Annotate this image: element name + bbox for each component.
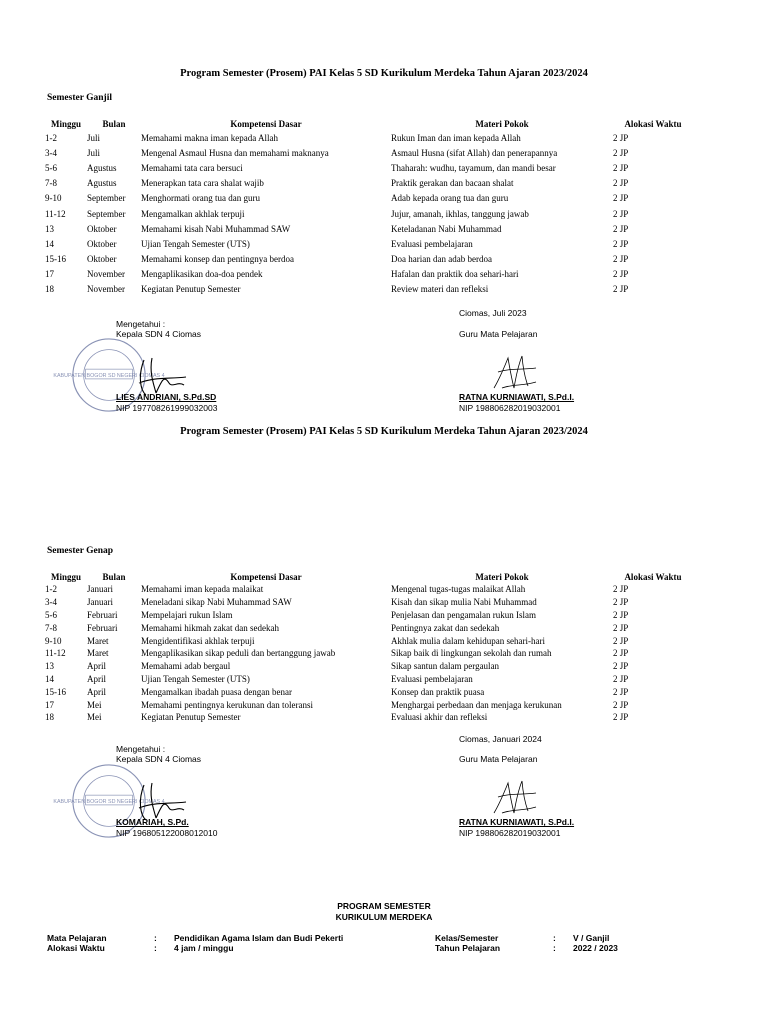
table-row — [45, 130, 693, 145]
cell-bulan: Maret — [87, 635, 109, 646]
cell-bulan: Juli — [87, 147, 101, 158]
cell-bulan: April — [87, 661, 106, 672]
teacher-nip: NIP 198806282019032001 — [459, 828, 561, 838]
tahun-value: 2022 / 2023 — [573, 943, 618, 953]
cell-minggu: 17 — [45, 269, 54, 280]
table-row — [45, 660, 693, 673]
cell-minggu: 17 — [45, 699, 54, 710]
cell-minggu: 5-6 — [45, 162, 57, 173]
cell-minggu: 11-12 — [45, 648, 66, 659]
head-nip: NIP 196805122008012010 — [116, 828, 218, 838]
cell-bulan: April — [87, 686, 106, 697]
cell-kompetensi-dasar: Menghormati orang tua dan guru — [141, 193, 260, 204]
cell-bulan: Mei — [87, 699, 102, 710]
cell-materi-pokok: Evaluasi pembelajaran — [391, 673, 473, 684]
table-row — [45, 596, 693, 609]
cell-alokasi-waktu: 2 JP — [613, 254, 629, 265]
table-row — [45, 621, 693, 634]
footer-title-1: PROGRAM SEMESTER — [337, 901, 431, 911]
header-minggu: Minggu — [50, 118, 81, 129]
cell-bulan: Oktober — [87, 238, 117, 249]
table-row — [45, 647, 693, 660]
cell-alokasi-waktu: 2 JP — [613, 609, 629, 620]
cell-minggu: 7-8 — [45, 178, 57, 189]
colon: : — [154, 943, 157, 953]
cell-alokasi-waktu: 2 JP — [613, 132, 629, 143]
header-kompetensi-dasar: Kompetensi Dasar — [230, 118, 302, 129]
cell-minggu: 13 — [45, 223, 54, 234]
cell-minggu: 13 — [45, 661, 54, 672]
cell-materi-pokok: Sikap santun dalam pergaulan — [391, 661, 500, 672]
cell-bulan: Februari — [87, 609, 118, 620]
alokasi-label: Alokasi Waktu — [47, 943, 105, 953]
cell-kompetensi-dasar: Mengidentifikasi akhlak terpuji — [141, 635, 255, 646]
table-row — [45, 685, 693, 698]
cell-materi-pokok: Keteladanan Nabi Muhammad — [391, 223, 502, 234]
cell-alokasi-waktu: 2 JP — [613, 178, 629, 189]
cell-minggu: 15-16 — [45, 254, 66, 265]
teacher-title: Guru Mata Pelajaran — [459, 329, 538, 339]
cell-alokasi-waktu: 2 JP — [613, 635, 629, 646]
colon: : — [553, 943, 556, 953]
cell-minggu: 9-10 — [45, 193, 62, 204]
colon: : — [154, 933, 157, 943]
stamp-text: KABUPATEN BOGOR SD NEGERI CIOMAS 4 — [53, 798, 165, 805]
cell-minggu: 15-16 — [45, 686, 66, 697]
cell-alokasi-waktu: 2 JP — [613, 284, 629, 295]
cell-alokasi-waktu: 2 JP — [613, 699, 629, 710]
cell-alokasi-waktu: 2 JP — [613, 147, 629, 158]
table-row — [45, 236, 693, 251]
table-row — [45, 609, 693, 622]
cell-kompetensi-dasar: Memahami makna iman kepada Allah — [141, 132, 278, 143]
teacher-signature — [490, 775, 540, 817]
table-row — [45, 583, 693, 596]
cell-bulan: September — [87, 193, 126, 204]
cell-materi-pokok: Konsep dan praktik puasa — [391, 686, 485, 697]
mapel-value: Pendidikan Agama Islam dan Budi Pekerti — [174, 933, 344, 943]
cell-bulan: Oktober — [87, 223, 117, 234]
table-row — [45, 282, 693, 297]
cell-bulan: Mei — [87, 712, 102, 723]
cell-minggu: 11-12 — [45, 208, 66, 219]
head-name: LIES ANDRIANI, S.Pd.SD — [116, 392, 217, 402]
cell-materi-pokok: Review materi dan refleksi — [391, 284, 489, 295]
cell-materi-pokok: Hafalan dan praktik doa sehari-hari — [391, 269, 519, 280]
cell-minggu: 9-10 — [45, 635, 62, 646]
mengetahui-label: Mengetahui : — [116, 319, 166, 329]
cell-minggu: 5-6 — [45, 609, 57, 620]
table-row — [45, 176, 693, 191]
table-header-row — [45, 117, 693, 130]
head-name: KOMARIAH, S.Pd. — [116, 817, 189, 827]
cell-minggu: 18 — [45, 712, 54, 723]
cell-kompetensi-dasar: Mempelajari rukun Islam — [141, 609, 233, 620]
header-alokasi-waktu: Alokasi Waktu — [624, 118, 682, 129]
cell-alokasi-waktu: 2 JP — [613, 269, 629, 280]
table-row — [45, 267, 693, 282]
cell-alokasi-waktu: 2 JP — [613, 661, 629, 672]
cell-bulan: Agustus — [87, 178, 117, 189]
cell-bulan: Januari — [87, 584, 113, 595]
cell-materi-pokok: Evaluasi akhir dan refleksi — [391, 712, 488, 723]
page-title-2: Program Semester (Prosem) PAI Kelas 5 SD Kurikulum Merdeka Tahun Ajaran 2023/2024 — [180, 426, 588, 437]
table-row — [45, 191, 693, 206]
schedule-table-genap — [45, 570, 693, 724]
cell-minggu: 1-2 — [45, 132, 57, 143]
table-row — [45, 221, 693, 236]
cell-materi-pokok: Asmaul Husna (sifat Allah) dan penerapannya — [391, 147, 558, 158]
cell-bulan: September — [87, 208, 126, 219]
kelas-value: V / Ganjil — [573, 933, 610, 943]
cell-kompetensi-dasar: Kegiatan Penutup Semester — [141, 712, 241, 723]
cell-kompetensi-dasar: Kegiatan Penutup Semester — [141, 284, 241, 295]
cell-kompetensi-dasar: Mengamalkan ibadah puasa dengan benar — [141, 686, 292, 697]
cell-kompetensi-dasar: Memahami hikmah zakat dan sedekah — [141, 622, 279, 633]
cell-minggu: 14 — [45, 673, 54, 684]
cell-materi-pokok: Kisah dan sikap mulia Nabi Muhammad — [391, 597, 537, 608]
cell-alokasi-waktu: 2 JP — [613, 622, 629, 633]
footer-title-2: KURIKULUM MERDEKA — [335, 912, 433, 922]
cell-kompetensi-dasar: Ujian Tengah Semester (UTS) — [141, 673, 250, 684]
table-row — [45, 673, 693, 686]
cell-kompetensi-dasar: Mengaplikasikan sikap peduli dan bertanggung jawab — [141, 648, 336, 659]
header-bulan: Bulan — [102, 118, 126, 129]
cell-materi-pokok: Menghargai perbedaan dan menjaga kerukunan — [391, 699, 562, 710]
table-row — [45, 711, 693, 724]
header-kompetensi-dasar: Kompetensi Dasar — [230, 571, 302, 582]
cell-kompetensi-dasar: Memahami iman kepada malaikat — [141, 584, 264, 595]
alokasi-value: 4 jam / minggu — [174, 943, 234, 953]
table-row — [45, 252, 693, 267]
teacher-name: RATNA KURNIAWATI, S.Pd.I. — [459, 817, 575, 827]
teacher-nip: NIP 198806282019032001 — [459, 403, 561, 413]
table-row — [45, 145, 693, 160]
table-row — [45, 160, 693, 175]
table-row — [45, 698, 693, 711]
cell-materi-pokok: Adab kepada orang tua dan guru — [391, 193, 509, 204]
table-row — [45, 206, 693, 221]
teacher-name: RATNA KURNIAWATI, S.Pd.I. — [459, 392, 575, 402]
page-title: Program Semester (Prosem) PAI Kelas 5 SD Kurikulum Merdeka Tahun Ajaran 2023/2024 — [180, 68, 588, 79]
cell-kompetensi-dasar: Mengamalkan akhlak terpuji — [141, 208, 245, 219]
place-date: Ciomas, Juli 2023 — [459, 308, 527, 318]
cell-materi-pokok: Pentingnya zakat dan sedekah — [391, 622, 500, 633]
cell-alokasi-waktu: 2 JP — [613, 238, 629, 249]
cell-bulan: Februari — [87, 622, 118, 633]
header-bulan: Bulan — [102, 571, 126, 582]
cell-materi-pokok: Praktik gerakan dan bacaan shalat — [391, 178, 514, 189]
cell-materi-pokok: Mengenal tugas-tugas malaikat Allah — [391, 584, 526, 595]
teacher-signature — [490, 350, 540, 392]
cell-minggu: 1-2 — [45, 584, 57, 595]
cell-kompetensi-dasar: Memahami kisah Nabi Muhammad SAW — [141, 223, 291, 234]
cell-kompetensi-dasar: Mengenal Asmaul Husna dan memahami maknanya — [141, 147, 329, 158]
head-nip: NIP 197708261999032003 — [116, 403, 218, 413]
cell-minggu: 7-8 — [45, 622, 57, 633]
header-materi-pokok: Materi Pokok — [475, 571, 529, 582]
cell-materi-pokok: Rukun Iman dan iman kepada Allah — [391, 132, 521, 143]
place-date: Ciomas, Januari 2024 — [459, 734, 542, 744]
cell-bulan: Januari — [87, 597, 113, 608]
cell-alokasi-waktu: 2 JP — [613, 597, 629, 608]
cell-alokasi-waktu: 2 JP — [613, 162, 629, 173]
cell-minggu: 3-4 — [45, 597, 57, 608]
header-minggu: Minggu — [50, 571, 81, 582]
cell-kompetensi-dasar: Mengaplikasikan doa-doa pendek — [141, 269, 263, 280]
cell-kompetensi-dasar: Meneladani sikap Nabi Muhammad SAW — [141, 597, 292, 608]
cell-bulan: November — [87, 269, 125, 280]
head-title: Kepala SDN 4 Ciomas — [116, 754, 202, 764]
cell-kompetensi-dasar: Memahami adab bergaul — [141, 661, 231, 672]
cell-alokasi-waktu: 2 JP — [613, 223, 629, 234]
cell-minggu: 3-4 — [45, 147, 57, 158]
cell-materi-pokok: Sikap baik di lingkungan sekolah dan rumah — [391, 648, 552, 659]
cell-alokasi-waktu: 2 JP — [613, 712, 629, 723]
cell-kompetensi-dasar: Memahami pentingnya kerukunan dan toleransi — [141, 699, 313, 710]
colon: : — [553, 933, 556, 943]
cell-alokasi-waktu: 2 JP — [613, 208, 629, 219]
cell-materi-pokok: Penjelasan dan pengamalan rukun Islam — [391, 609, 536, 620]
cell-minggu: 18 — [45, 284, 54, 295]
table-row — [45, 634, 693, 647]
cell-bulan: Juli — [87, 132, 101, 143]
semester-genap-label: Semester Genap — [47, 546, 114, 556]
cell-alokasi-waktu: 2 JP — [613, 648, 629, 659]
kelas-label: Kelas/Semester — [435, 933, 499, 943]
cell-kompetensi-dasar: Menerapkan tata cara shalat wajib — [141, 178, 264, 189]
teacher-title: Guru Mata Pelajaran — [459, 754, 538, 764]
header-alokasi-waktu: Alokasi Waktu — [624, 571, 682, 582]
cell-kompetensi-dasar: Memahami konsep dan pentingnya berdoa — [141, 254, 294, 265]
cell-bulan: Agustus — [87, 162, 117, 173]
head-title: Kepala SDN 4 Ciomas — [116, 329, 202, 339]
cell-materi-pokok: Doa harian dan adab berdoa — [391, 254, 492, 265]
mapel-label: Mata Pelajaran — [47, 933, 107, 943]
mengetahui-label: Mengetahui : — [116, 744, 166, 754]
cell-minggu: 14 — [45, 238, 54, 249]
cell-bulan: Oktober — [87, 254, 117, 265]
semester-ganjil-label: Semester Ganjil — [47, 93, 112, 103]
cell-bulan: Maret — [87, 648, 109, 659]
table-header-row — [45, 570, 693, 583]
cell-materi-pokok: Thaharah: wudhu, tayamum, dan mandi besar — [391, 162, 556, 173]
cell-materi-pokok: Evaluasi pembelajaran — [391, 238, 473, 249]
tahun-label: Tahun Pelajaran — [435, 943, 501, 953]
cell-materi-pokok: Akhlak mulia dalam kehidupan sehari-hari — [391, 635, 545, 646]
cell-bulan: April — [87, 673, 106, 684]
stamp-text: KABUPATEN BOGOR SD NEGERI CIOMAS 4 — [53, 372, 165, 379]
cell-alokasi-waktu: 2 JP — [613, 686, 629, 697]
schedule-table-ganjil — [45, 117, 693, 297]
cell-bulan: November — [87, 284, 125, 295]
cell-alokasi-waktu: 2 JP — [613, 673, 629, 684]
cell-materi-pokok: Jujur, amanah, ikhlas, tanggung jawab — [391, 208, 529, 219]
cell-alokasi-waktu: 2 JP — [613, 193, 629, 204]
header-materi-pokok: Materi Pokok — [475, 118, 529, 129]
cell-alokasi-waktu: 2 JP — [613, 584, 629, 595]
cell-kompetensi-dasar: Memahami tata cara bersuci — [141, 162, 243, 173]
cell-kompetensi-dasar: Ujian Tengah Semester (UTS) — [141, 238, 250, 249]
